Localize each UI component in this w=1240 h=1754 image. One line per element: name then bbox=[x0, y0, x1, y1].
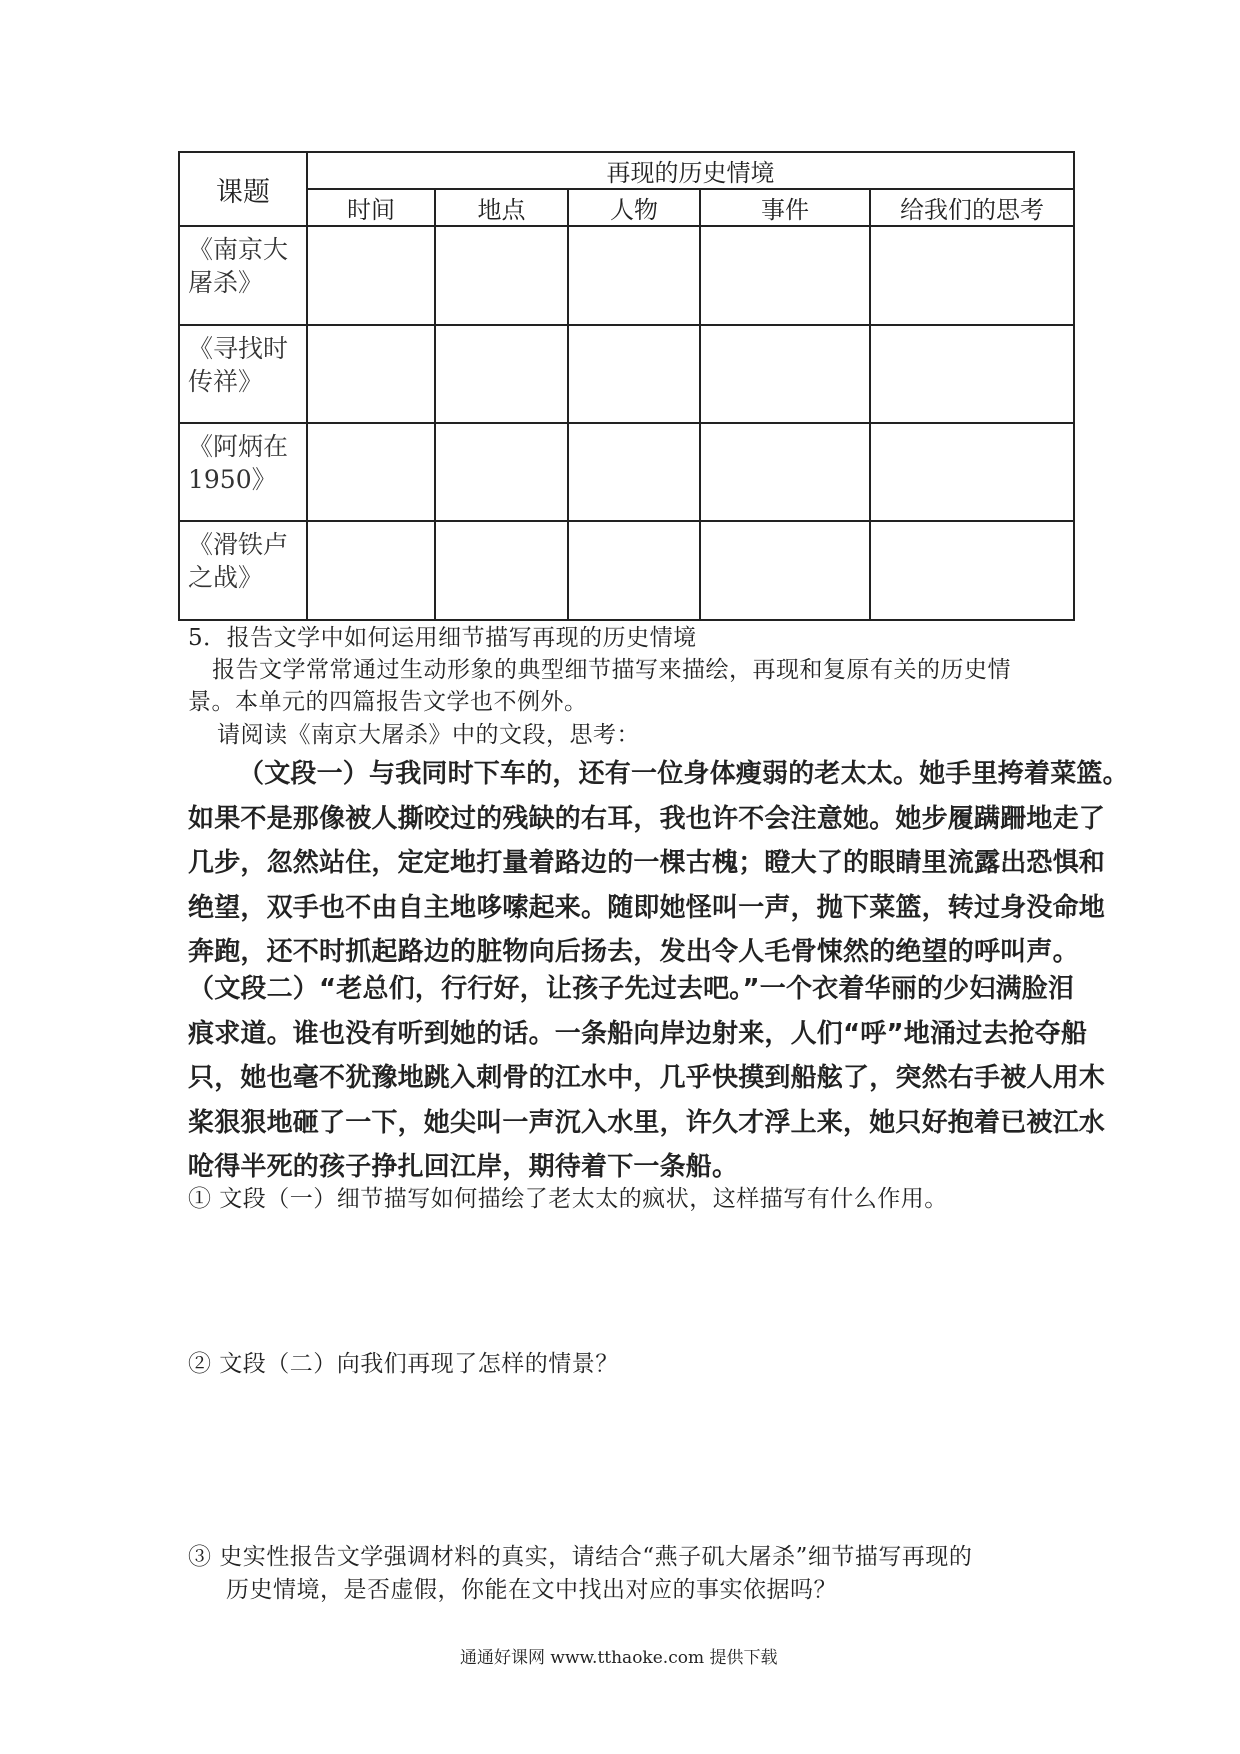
history-scene-table bbox=[178, 151, 1075, 621]
table-row bbox=[179, 325, 1074, 423]
answer-cell[interactable] bbox=[568, 226, 700, 325]
excerpt-line: 只，她也毫不犹豫地跳入刺骨的江水中，几乎快摸到船舷了，突然右手被人用木 bbox=[188, 1063, 1106, 1093]
column-header: 事件 bbox=[700, 189, 870, 226]
column-header: 人物 bbox=[568, 189, 700, 226]
excerpt-line: 奔跑，还不时抓起路边的脏物向后扬去，发出令人毛骨悚然的绝望的呼叫声。 bbox=[188, 937, 1079, 967]
answer-cell[interactable] bbox=[700, 423, 870, 521]
answer-cell[interactable] bbox=[435, 325, 568, 423]
excerpt-line: 痕求道。谁也没有听到她的话。一条船向岸边射来，人们“呼”地涌过去抢夺船 bbox=[188, 1018, 1088, 1049]
excerpt-line: 绝望，双手也不由自主地哆嗦起来。随即她怪叫一声，抛下菜篮，转过身没命地 bbox=[188, 892, 1106, 923]
excerpt-line: 呛得半死的孩子挣扎回江岸，期待着下一条船。 bbox=[188, 1152, 739, 1182]
answer-cell[interactable] bbox=[700, 325, 870, 423]
excerpt-line: （文段一）与我同时下车的，还有一位身体瘦弱的老太太。她手里挎着菜篮。 bbox=[238, 759, 1129, 789]
answer-cell[interactable] bbox=[307, 521, 435, 620]
intro-line: 景。本单元的四篇报告文学也不例外。 bbox=[188, 689, 588, 715]
answer-cell[interactable] bbox=[568, 423, 700, 521]
answer-cell[interactable] bbox=[568, 325, 700, 423]
course-name-cell bbox=[179, 325, 307, 423]
answer-cell[interactable] bbox=[870, 325, 1074, 423]
column-header: 时间 bbox=[307, 189, 435, 226]
answer-cell[interactable] bbox=[307, 423, 435, 521]
course-name-line: 《阿炳在 bbox=[188, 432, 289, 461]
course-name-line: 1950》 bbox=[188, 465, 277, 494]
course-name-cell bbox=[179, 226, 307, 325]
excerpt-line: （文段二）“老总们，行行好，让孩子先过去吧。”一个衣着华丽的少妇满脸泪 bbox=[188, 974, 1075, 1004]
excerpt-line: 如果不是那像被人撕咬过的残缺的右耳，我也许不会注意她。她步履蹒跚地走了 bbox=[188, 803, 1106, 834]
course-name-line: 之战》 bbox=[188, 563, 264, 592]
section-5-heading: 5．报告文学中如何运用细节描写再现的历史情境 bbox=[188, 625, 697, 651]
page-footer: 通通好课网 www.tthaoke.com 提供下载 bbox=[460, 1648, 778, 1668]
question-2: ② 文段（二）向我们再现了怎样的情景？ bbox=[188, 1351, 619, 1377]
excerpt-one bbox=[188, 752, 1129, 975]
answer-cell[interactable] bbox=[435, 423, 568, 521]
answer-cell[interactable] bbox=[870, 521, 1074, 620]
excerpt-two bbox=[188, 967, 1105, 1190]
answer-cell[interactable] bbox=[307, 226, 435, 325]
scene-header: 再现的历史情境 bbox=[307, 152, 1074, 189]
column-header: 给我们的思考 bbox=[870, 189, 1074, 226]
answer-cell[interactable] bbox=[435, 226, 568, 325]
answer-cell[interactable] bbox=[700, 226, 870, 325]
course-name-line: 屠杀》 bbox=[188, 268, 264, 297]
table-row bbox=[179, 423, 1074, 521]
answer-cell[interactable] bbox=[870, 423, 1074, 521]
question-3-continuation: 历史情境，是否虚假，你能在文中找出对应的事实依据吗？ bbox=[226, 1577, 837, 1603]
reading-instruction: 请阅读《南京大屠杀》中的文段，思考： bbox=[217, 722, 640, 748]
excerpt-line: 几步，忽然站住，定定地打量着路边的一棵古槐；瞪大了的眼睛里流露出恐惧和 bbox=[188, 848, 1106, 878]
course-name-line: 传祥》 bbox=[188, 367, 264, 396]
answer-cell[interactable] bbox=[307, 325, 435, 423]
excerpt-line: 桨狠狠地砸了一下，她尖叫一声沉入水里，许久才浮上来，她只好抱着已被江水 bbox=[188, 1107, 1106, 1138]
answer-cell[interactable] bbox=[568, 521, 700, 620]
course-name-line: 《寻找时 bbox=[188, 334, 289, 363]
course-name-cell bbox=[179, 423, 307, 521]
answer-cell[interactable] bbox=[700, 521, 870, 620]
column-header: 地点 bbox=[435, 189, 568, 226]
answer-cell[interactable] bbox=[870, 226, 1074, 325]
table-row bbox=[179, 521, 1074, 620]
table-row bbox=[179, 226, 1074, 325]
question-1: ① 文段（一）细节描写如何描绘了老太太的疯状，这样描写有什么作用。 bbox=[188, 1186, 948, 1212]
course-name-cell bbox=[179, 521, 307, 620]
intro-line: 报告文学常常通过生动形象的典型细节描写来描绘，再现和复原有关的历史情 bbox=[212, 657, 1011, 683]
answer-cell[interactable] bbox=[435, 521, 568, 620]
course-header: 课题 bbox=[179, 152, 307, 226]
course-name-line: 《滑铁卢 bbox=[188, 530, 289, 559]
question-3: ③ 史实性报告文学强调材料的真实，请结合“燕子矶大屠杀”细节描写再现的 bbox=[188, 1544, 973, 1570]
course-name-line: 《南京大 bbox=[188, 235, 289, 264]
